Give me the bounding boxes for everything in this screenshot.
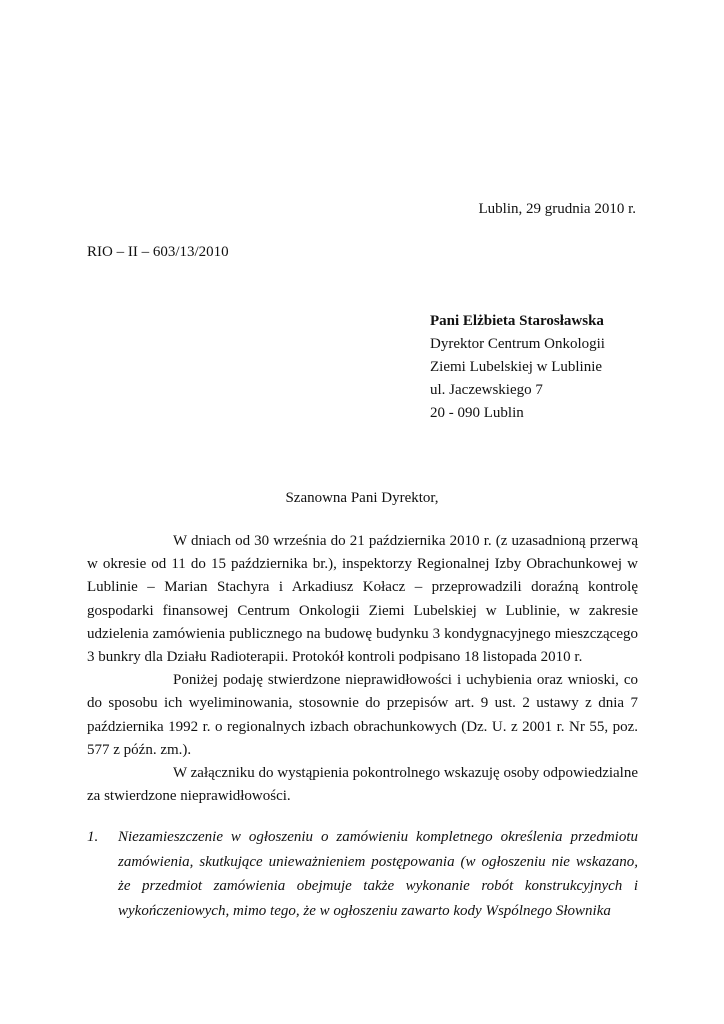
addressee-line: Dyrektor Centrum Onkologii	[430, 336, 605, 352]
addressee-block	[430, 310, 650, 425]
finding-item	[87, 825, 638, 923]
reference-number: RIO – II – 603/13/2010	[87, 244, 229, 260]
addressee-name: Pani Elżbieta Starosławska	[430, 313, 604, 329]
body-paragraph: W załączniku do wystąpienia pokontrolnego wskazuję osoby odpowiedzialne za stwierdzone nieprawidłowości.	[87, 765, 639, 805]
addressee-line: 20 - 090 Lublin	[430, 405, 524, 421]
salutation: Szanowna Pani Dyrektor,	[285, 490, 439, 506]
place-date: Lublin, 29 grudnia 2010 r.	[478, 201, 636, 217]
findings-list	[87, 825, 638, 923]
body-paragraph: W dniach od 30 września do 21 października 2010 r. (z uzasadnioną przerwą w okresie od 11 do 15 października br.), inspektorzy Regionalnej Izby Obrachunkowej w Lublinie – Marian Stachyra i Arkadiusz Kołacz – przeprowadzili doraźną kontrolę gospodarki finansowej Centrum Onkologii Ziemi Lubelskiej w Lublinie, w zakresie udzielenia zamówienia publicznego na budowę budynku 3 kondygnacyjnego mieszczącego 3 bunkry dla Działu Radioterapii. Protokół kontroli podpisano 18 listopada 2010 r.	[87, 533, 638, 666]
addressee-line: ul. Jaczewskiego 7	[430, 382, 543, 398]
finding-text: Niezamieszczenie w ogłoszeniu o zamówieniu kompletnego określenia przedmiotu zamówienia, skutkujące unieważnieniem postępowania (w ogłoszeniu nie wskazano, że przedmiot zamówienia obejmuje także wykonanie robót konstrukcyjnych i wykończeniowych, mimo tego, że w ogłoszeniu zawarto kody Wspólnego Słownika	[118, 829, 638, 919]
body-paragraph: Poniżej podaję stwierdzone nieprawidłowości i uchybienia oraz wnioski, co do sposobu ich wyeliminowania, stosownie do przepisów art. 9 ust. 2 ustawy z dnia 7 października 1992 r. o regionalnych izbach obrachunkowych (Dz. U. z 2001 r. Nr 55, poz. 577 z późn. zm.).	[87, 672, 638, 758]
addressee-line: Ziemi Lubelskiej w Lublinie	[430, 359, 603, 375]
finding-number: 1.	[87, 829, 99, 845]
letter-body	[87, 530, 638, 808]
